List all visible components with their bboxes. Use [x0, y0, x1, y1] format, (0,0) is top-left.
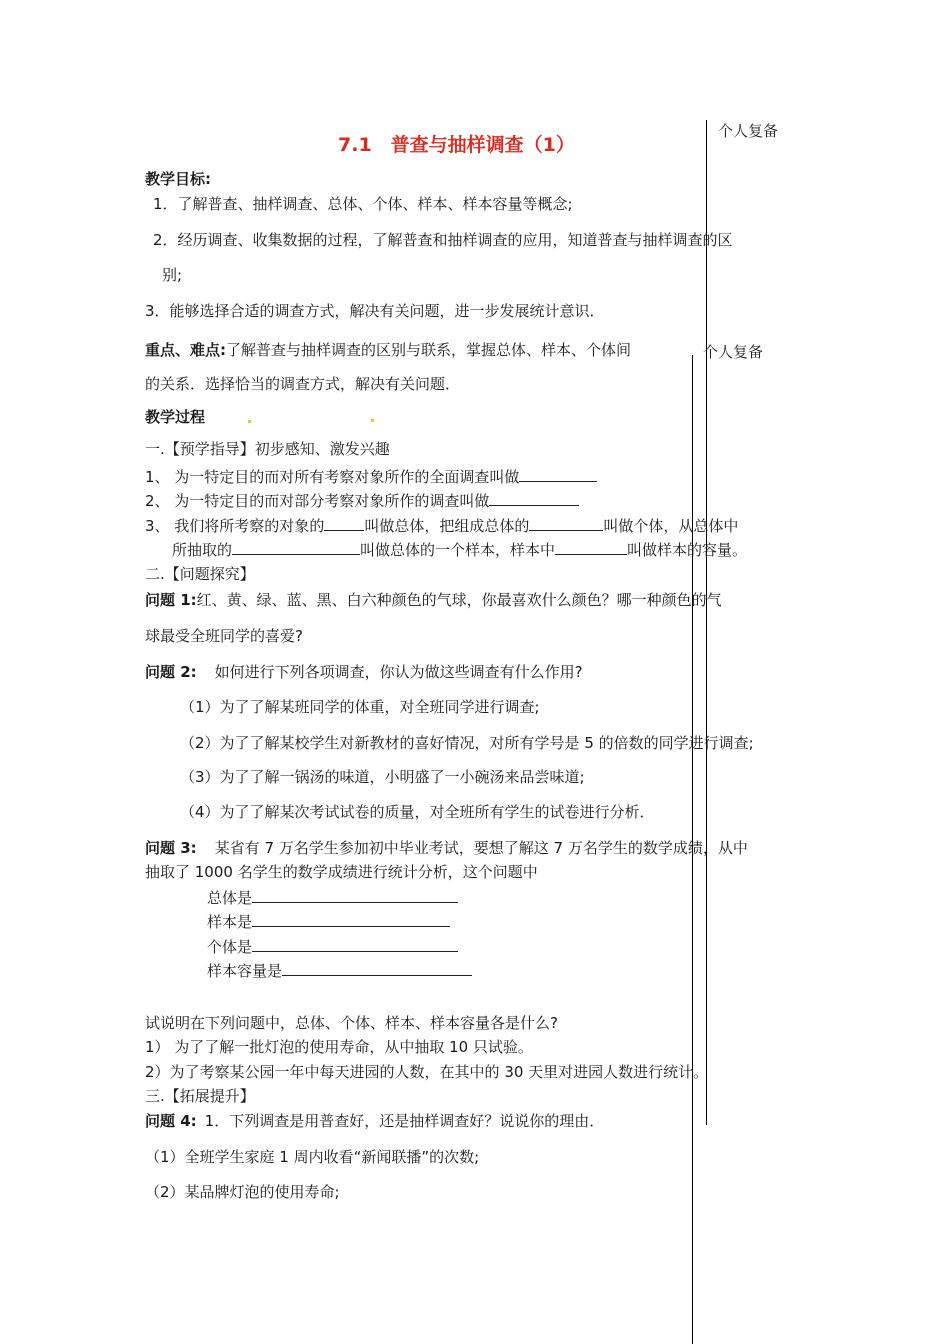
problem-4-item-2: （2）某品牌灯泡的使用寿命; [145, 1183, 340, 1201]
key-points-label: 重点、难点: [145, 341, 226, 359]
problem-3-line1 [145, 838, 748, 858]
blank-line[interactable] [519, 466, 597, 482]
preview-question-3-line1 [145, 515, 738, 536]
preview-question-2-text: 2、 为一特定目的而对部分考察对象所作的调查叫做 [145, 492, 490, 510]
problem-4-label: 问题 4: [145, 1112, 197, 1130]
exercise-intro: 试说明在下列问题中，总体、个体、样本、样本容量各是什么? [145, 1014, 558, 1032]
problem-1-line2: 球最受全班同学的喜爱? [145, 627, 303, 645]
field-sample-label: 样本是 [207, 913, 253, 931]
key-points-line2: 的关系．选择恰当的调查方式，解决有关问题． [145, 375, 461, 393]
preview-question-3-part-e: 叫做总体的一个样本，样本中 [360, 541, 556, 559]
problem-1-line1 [145, 590, 722, 610]
problem-3-label: 问题 3: [145, 839, 197, 857]
page-title: 7.1 普查与抽样调查（1） [338, 134, 575, 156]
field-population [207, 887, 458, 908]
objective-2-line2: 别; [162, 266, 183, 284]
stray-dot [248, 420, 251, 423]
problem-2-item-4: （4）为了了解某次考试试卷的质量，对全班所有学生的试卷进行分析． [180, 803, 655, 821]
preview-question-1 [145, 466, 597, 487]
field-individual-label: 个体是 [207, 938, 253, 956]
problem-2-label: 问题 2: [145, 663, 197, 681]
exercise-item-1: 1） 为了了解一批灯泡的使用寿命，从中抽取 10 只试验。 [145, 1038, 533, 1056]
preview-question-3-part-d: 所抽取的 [172, 541, 233, 559]
process-heading: 教学过程 [145, 408, 206, 426]
field-population-blank[interactable] [252, 887, 458, 903]
stray-dot [371, 419, 374, 422]
problem-2-item-3: （3）为了了解一锅汤的味道，小明盛了一小碗汤来品尝味道; [180, 768, 585, 786]
preview-question-1-text: 1、 为一特定目的而对所有考察对象所作的全面调查叫做 [145, 468, 520, 486]
side-note-top: 个人复备 [718, 122, 779, 140]
blank-line[interactable] [555, 539, 627, 555]
objective-1: 1．了解普查、抽样调查、总体、个体、样本、样本容量等概念; [153, 195, 573, 213]
problem-4-line [145, 1111, 604, 1131]
objectives-heading: 教学目标: [145, 170, 211, 188]
objective-3: 3．能够选择合适的调查方式，解决有关问题，进一步发展统计意识． [145, 302, 605, 320]
field-sample-blank[interactable] [252, 911, 450, 927]
problem-3-line2: 抽取了 1000 名学生的数学成绩进行统计分析，这个问题中 [145, 863, 538, 881]
field-individual-blank[interactable] [252, 936, 458, 952]
part1-heading: 一.【预学指导】初步感知、激发兴趣 [145, 440, 390, 458]
blank-line[interactable] [489, 490, 579, 506]
problem-1-label: 问题 1: [145, 591, 197, 609]
problem-4-text: 1．下列调查是用普查好，还是抽样调查好？说说你的理由． [204, 1112, 605, 1130]
preview-question-2 [145, 490, 579, 511]
field-sample [207, 911, 450, 932]
margin-rule-right [706, 120, 707, 1125]
key-points-text1: 了解普查与抽样调查的区别与联系，掌握总体、样本、个体间 [226, 341, 632, 359]
problem-2-text: 如何进行下列各项调查，你认为做这些调查有什么作用? [214, 663, 583, 681]
key-points-line1 [145, 340, 631, 360]
preview-question-3-line2 [172, 539, 747, 560]
field-individual [207, 936, 458, 957]
blank-line[interactable] [232, 539, 360, 555]
problem-1-text: 红、黄、绿、蓝、黑、白六种颜色的气球，你最喜欢什么颜色？哪一种颜色的气 [196, 591, 722, 609]
part2-heading: 二.【问题探究】 [145, 565, 255, 583]
blank-line[interactable] [324, 515, 364, 531]
problem-4-item-1: （1）全班学生家庭 1 周内收看“新闻联播”的次数; [145, 1148, 480, 1166]
field-sample-size-blank[interactable] [282, 960, 472, 976]
preview-question-3-part-b: 叫做总体，把组成总体的 [364, 517, 530, 535]
preview-question-3-part-f: 叫做样本的容量。 [627, 541, 748, 559]
field-sample-size [207, 960, 472, 981]
problem-2-item-1: （1）为了了解某班同学的体重，对全班同学进行调查; [180, 698, 540, 716]
blank-line[interactable] [529, 515, 603, 531]
objective-2-line1: 2．经历调查、收集数据的过程，了解普查和抽样调查的应用，知道普查与抽样调查的区 [153, 231, 733, 249]
field-sample-size-label: 样本容量是 [207, 962, 283, 980]
problem-2-line [145, 662, 583, 682]
problem-2-item-2: （2）为了了解某校学生对新教材的喜好情况，对所有学号是 5 的倍数的同学进行调查; [180, 734, 754, 752]
side-note-mid: 个人复备 [703, 343, 764, 361]
exercise-item-2: 2）为了考察某公园一年中每天进园的人数，在其中的 30 天里对进园人数进行统计。 [145, 1063, 709, 1081]
preview-question-3-part-c: 叫做个体，从总体中 [603, 517, 739, 535]
preview-question-3-part-a: 3、 我们将所考察的对象的 [145, 517, 325, 535]
field-population-label: 总体是 [207, 889, 253, 907]
part3-heading: 三.【拓展提升】 [145, 1087, 255, 1105]
problem-3-text1: 某省有 7 万名学生参加初中毕业考试，要想了解这 7 万名学生的数学成绩，从中 [214, 839, 748, 857]
